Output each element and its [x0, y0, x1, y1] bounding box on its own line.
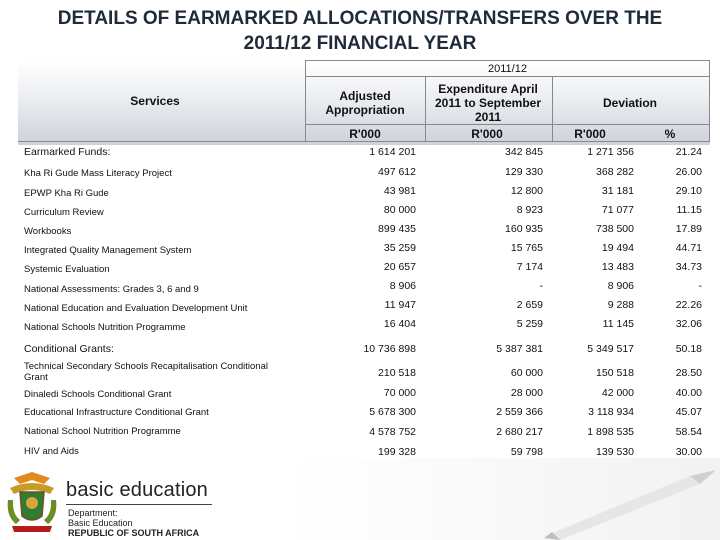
- cell-expenditure: 12 800: [510, 185, 543, 197]
- cell-deviation: 368 282: [596, 166, 634, 178]
- cell-percent: 50.18: [675, 343, 702, 355]
- row-label: HIV and Aids: [24, 446, 79, 457]
- row-label: Workbooks: [24, 226, 72, 237]
- cell-adjusted: 4 578 752: [369, 426, 416, 438]
- brand-sub-basic-education: Basic Education: [68, 518, 133, 528]
- cell-deviation: 13 483: [601, 261, 634, 273]
- title-line-2: 2011/12 FINANCIAL YEAR: [243, 33, 477, 54]
- cell-deviation: 11 145: [602, 318, 634, 330]
- cell-percent: 21.24: [675, 146, 702, 158]
- cell-expenditure: 160 935: [505, 223, 543, 235]
- cell-expenditure: 2 680 217: [496, 426, 543, 438]
- cell-adjusted: 43 981: [383, 185, 416, 197]
- coat-of-arms-icon: [4, 470, 60, 536]
- brand-sub-republic: REPUBLIC OF SOUTH AFRICA: [68, 528, 200, 538]
- row-label: Kha Ri Gude Mass Literacy Project: [24, 168, 172, 179]
- cell-deviation: 31 181: [601, 185, 634, 197]
- cell-expenditure: 129 330: [505, 166, 543, 178]
- cell-adjusted: 1 614 201: [369, 146, 416, 158]
- cell-percent: 17.89: [675, 223, 702, 235]
- cell-percent: 26.00: [675, 166, 702, 178]
- cell-adjusted: 10 736 898: [363, 343, 416, 355]
- row-label: Technical Secondary Schools Recapitalisation Conditional Grant: [24, 361, 268, 383]
- cell-percent: 32.06: [675, 318, 702, 330]
- cell-expenditure: 7 174: [516, 261, 543, 273]
- cell-expenditure: 5 387 381: [496, 343, 543, 355]
- unit-percent: %: [664, 127, 676, 141]
- adjusted-header: Adjusted Appropriation: [325, 89, 405, 117]
- cell-adjusted: 199 328: [378, 446, 416, 458]
- page-title: [0, 6, 720, 56]
- units-rule: [305, 124, 710, 125]
- unit-adjusted: R'000: [349, 127, 381, 141]
- brand-sub-department: Department:: [68, 508, 118, 518]
- cell-percent: 44.71: [675, 242, 702, 254]
- unit-expenditure: R'000: [471, 127, 503, 141]
- cell-expenditure: 15 765: [510, 242, 543, 254]
- row-label: Earmarked Funds:: [24, 146, 111, 158]
- row-label: Integrated Quality Management System: [24, 245, 192, 256]
- row-label: Systemic Evaluation: [24, 264, 110, 275]
- cell-deviation: 150 518: [596, 367, 634, 379]
- row-label: Conditional Grants:: [24, 343, 114, 355]
- cell-adjusted: 5 678 300: [369, 406, 416, 418]
- cell-expenditure: 342 845: [505, 146, 543, 158]
- cell-adjusted: 70 000: [383, 387, 416, 399]
- year-rule: [305, 76, 710, 77]
- cell-expenditure: 8 923: [516, 204, 543, 216]
- deviation-header: Deviation: [602, 96, 657, 110]
- cell-percent: 45.07: [675, 406, 702, 418]
- cell-percent: 40.00: [675, 387, 702, 399]
- year-header: 2011/12: [488, 63, 527, 75]
- cell-adjusted: 20 657: [383, 261, 416, 273]
- cell-percent: 22.26: [675, 299, 702, 311]
- cell-expenditure: 5 259: [516, 318, 543, 330]
- cell-percent: 34.73: [675, 261, 702, 273]
- row-label: Dinaledi Schools Conditional Grant: [24, 389, 172, 400]
- cell-deviation: 19 494: [601, 242, 634, 254]
- cell-adjusted: 35 259: [383, 242, 416, 254]
- cell-adjusted: 899 435: [378, 223, 416, 235]
- cell-adjusted: 80 000: [383, 204, 416, 216]
- expenditure-header: Expenditure April 2011 to September 2011: [434, 82, 542, 124]
- brand-name: basic education: [66, 479, 208, 501]
- cell-percent: 58.54: [675, 426, 702, 438]
- row-label: National Schools Nutrition Programme: [24, 322, 186, 333]
- header-top-rule: [305, 60, 710, 61]
- cell-deviation: 1 271 356: [587, 146, 634, 158]
- brand-divider: [66, 504, 212, 505]
- unit-deviation: R'000: [574, 127, 606, 141]
- cell-deviation: 8 906: [607, 280, 634, 292]
- header-bottom-rule: [18, 141, 710, 142]
- cell-expenditure: 2 559 366: [496, 406, 543, 418]
- cell-percent: 29.10: [675, 185, 702, 197]
- cell-expenditure: -: [539, 280, 543, 292]
- row-label: EPWP Kha Ri Gude: [24, 188, 109, 199]
- cell-adjusted: 8 906: [389, 280, 416, 292]
- services-header: Services: [130, 94, 180, 108]
- cell-deviation: 71 077: [601, 204, 634, 216]
- cell-deviation: 9 288: [607, 299, 634, 311]
- cell-deviation: 42 000: [601, 387, 634, 399]
- cell-expenditure: 28 000: [510, 387, 543, 399]
- cell-percent: -: [698, 280, 702, 292]
- cell-deviation: 5 349 517: [587, 343, 634, 355]
- row-label: Curriculum Review: [24, 207, 104, 218]
- title-line-1: DETAILS OF EARMARKED ALLOCATIONS/TRANSFERS OVER THE: [57, 8, 663, 29]
- cell-deviation: 139 530: [596, 446, 634, 458]
- cell-percent: 30.00: [675, 446, 702, 458]
- cell-expenditure: 2 659: [516, 299, 543, 311]
- cell-adjusted: 11 947: [384, 299, 416, 311]
- cell-adjusted: 210 518: [378, 367, 416, 379]
- col-divider-expenditure: [425, 76, 426, 141]
- row-label: National Assessments: Grades 3, 6 and 9: [24, 284, 199, 295]
- cell-deviation: 3 118 934: [588, 406, 634, 418]
- cell-deviation: 1 898 535: [587, 426, 634, 438]
- pen-icon: [540, 470, 720, 540]
- cell-deviation: 738 500: [596, 223, 634, 235]
- cell-expenditure: 60 000: [510, 367, 543, 379]
- cell-adjusted: 497 612: [378, 166, 416, 178]
- cell-expenditure: 59 798: [510, 446, 543, 458]
- row-label: Educational Infrastructure Conditional Grant: [24, 407, 209, 418]
- cell-adjusted: 16 404: [383, 318, 416, 330]
- row-label: National Education and Evaluation Development Unit: [24, 303, 248, 314]
- cell-percent: 11.15: [676, 204, 702, 216]
- cell-percent: 28.50: [675, 367, 702, 379]
- row-label: National School Nutrition Programme: [24, 426, 181, 437]
